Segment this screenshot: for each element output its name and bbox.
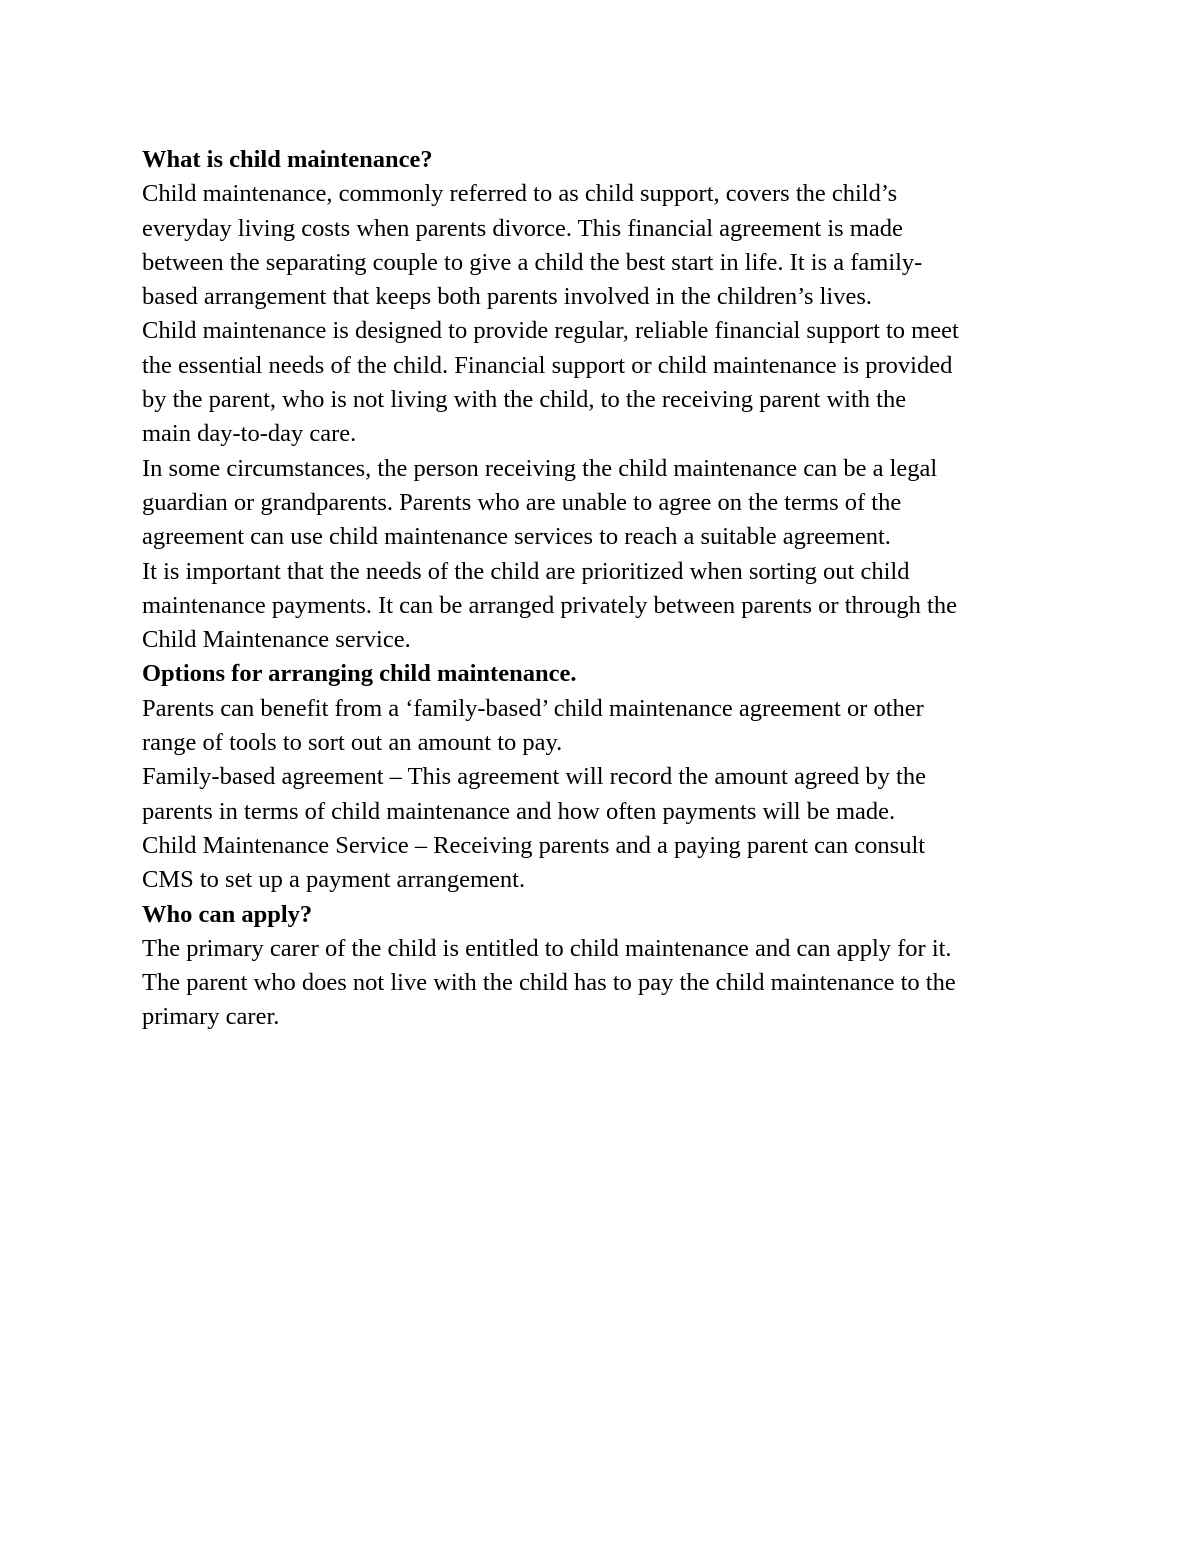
text-line: between the separating couple to give a child the best start in life. It is a family- xyxy=(142,248,923,276)
text-line: based arrangement that keeps both parents involved in the children’s lives. xyxy=(142,283,873,311)
text-line: The primary carer of the child is entitled to child maintenance and can apply for it. xyxy=(142,934,952,962)
paragraph-priorities xyxy=(142,555,1072,658)
text-line: guardian or grandparents. Parents who are unable to agree on the terms of the xyxy=(142,488,902,516)
text-line: Parents can benefit from a ‘family-based’ child maintenance agreement or other xyxy=(142,694,924,722)
text-line: main day-to-day care. xyxy=(142,420,357,448)
text-line: In some circumstances, the person receiving the child maintenance can be a legal xyxy=(142,454,938,482)
text-line: primary carer. xyxy=(142,1003,280,1031)
text-line: maintenance payments. It can be arranged privately between parents or through the xyxy=(142,591,957,619)
text-line: everyday living costs when parents divorce. This financial agreement is made xyxy=(142,214,903,242)
text-line: Child maintenance is designed to provide regular, reliable financial support to meet xyxy=(142,317,959,345)
paragraph-definition xyxy=(142,177,1072,314)
text-line: Family-based agreement – This agreement will record the amount agreed by the xyxy=(142,763,926,791)
text-line: It is important that the needs of the child are prioritized when sorting out child xyxy=(142,557,910,585)
text-line: parents in terms of child maintenance and how often payments will be made. xyxy=(142,797,896,825)
text-line: Child Maintenance service. xyxy=(142,626,411,654)
heading-options: Options for arranging child maintenance. xyxy=(142,660,577,688)
text-line: The parent who does not live with the child has to pay the child maintenance to the xyxy=(142,969,956,997)
text-line: by the parent, who is not living with the child, to the receiving parent with the xyxy=(142,386,907,414)
paragraph-purpose xyxy=(142,314,1072,451)
document-page xyxy=(142,143,1072,1035)
text-line: agreement can use child maintenance services to reach a suitable agreement. xyxy=(142,523,891,551)
text-line: CMS to set up a payment arrangement. xyxy=(142,866,526,894)
paragraph-circumstances xyxy=(142,452,1072,555)
paragraph-family-based-agreement xyxy=(142,760,1072,829)
text-line: Child Maintenance Service – Receiving parents and a paying parent can consult xyxy=(142,831,926,859)
heading-who-can-apply: Who can apply? xyxy=(142,900,313,928)
heading-what-is-child-maintenance: What is child maintenance? xyxy=(142,146,433,173)
paragraph-child-maintenance-service xyxy=(142,829,1072,898)
paragraph-options-intro xyxy=(142,692,1072,761)
text-line: range of tools to sort out an amount to pay. xyxy=(142,729,563,757)
text-line: Child maintenance, commonly referred to as child support, covers the child’s xyxy=(142,180,898,208)
text-line: the essential needs of the child. Financial support or child maintenance is provided xyxy=(142,351,953,379)
paragraph-eligibility xyxy=(142,932,1072,1035)
